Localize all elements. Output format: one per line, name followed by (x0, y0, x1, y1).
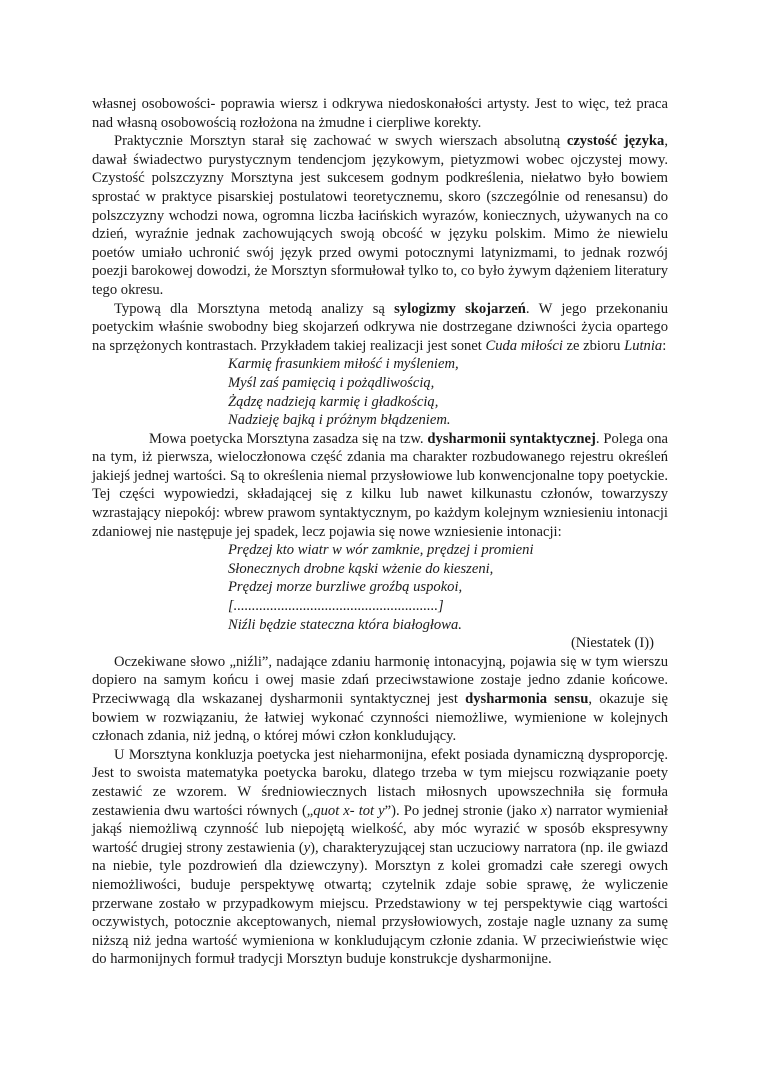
paragraph-5 (92, 746, 668, 969)
verse-line: Nadzieję bajką i próżnym błądzeniem. (228, 412, 451, 429)
paragraph-2-colon: : (662, 337, 667, 354)
paragraph-2 (92, 300, 668, 356)
verse-line: Karmię frasunkiem miłość i myśleniem, (228, 356, 459, 373)
verse-line: Myśl zaś pamięcią i pożądliwością, (228, 374, 435, 391)
paragraph-5-text-cont: ”). Po jednej stronie (jako (384, 802, 541, 819)
paragraph-0: własnej osobowości- poprawia wiersz i odkrywa niedoskonałości artysty. Jest to więc, też praca nad własną osobowością rozłożona na żmudne i cierpliwe korekty. (92, 96, 668, 131)
paragraph-5-text-cont3: ), charakteryzującej stan uczuciowy narratora (np. ile gwiazd na niebie, tyle pozdrowień dla dziewczyny). Morsztyn z kolei gromadzi całe szeregi owych niemożliwości, buduje perspektywę otwartą; czytelnik zdaje sobie sprawę, że wyliczenie przerwane zostało w przypadkowym miejscu. Przedstawiony w tej perspektywie ciąg wartości oczywistych, potocznie akceptowanych, niemal przysłowiowych, zostaje nagle uznany za sumę niższą niż jedna wartość wymieniona w konkludującym członie zdania. W przeciwieństwie więc do harmonijnych formuł tradycji Morsztyn buduje konstrukcje dysharmonijne. (92, 839, 668, 968)
verse-quote-1 (228, 355, 668, 429)
paragraph-2-text: Typową dla Morsztyna metodą analizy są (114, 300, 395, 317)
paragraph-4-text-cont: , okazuje się bowiem w rozwiązaniu, że łatwiej wykonać czynności niemożliwe, wymienione w kolejnych członach zdania, niż jedną, o której mówi człon konkludujący. (92, 691, 668, 745)
paragraph-2-text-cont: . W jego przekonaniu poetyckim właśnie swobodny bieg skojarzeń odkrywa nie dostrzegane dziwności życia opartego na sprzężonych kontrastach. Przykładem takiej realizacji jest sonet (92, 300, 668, 354)
paragraph-3-text-cont: . Polega ona na tym, iż pierwsza, wieloczłonowa część zdania ma charakter rozbudowanego rejestru określeń jakiejś jednej wartości. Są to określenia niemal przysłowiowe lub konwencjonalne topy poetyckie. Tej części wypowiedzi, składającej się z kilku lub nawet kilkunastu członów, towarzyszy wzrastający niepokój: wbrew prawom syntaktycznym, po każdym kolejnym wzniesieniu intonacji zdaniowej nie następuje jej spadek, lecz pojawia się nowe wzniesienie intonacji: (92, 430, 668, 540)
variable-y: y (303, 839, 311, 856)
term-sylogizmy-skojarzen: sylogizmy skojarzeń (394, 300, 526, 317)
verse-quote-2 (228, 541, 668, 653)
paragraph-5-text-cont2: ) narrator wymieniał jakąś niemożliwą czynność lub niepojętą wielkość, aby móc wyrazić w sposób ekspresywny wartość drugiej strony zestawienia ( (92, 802, 668, 856)
verse-line: Słonecznych drobne kąski wżenie do kieszeni, (228, 560, 494, 577)
verse-source: (Niestatek (I)) (570, 635, 654, 652)
verse-line: Niźli będzie stateczna która białogłowa. (228, 616, 462, 633)
document-page (92, 95, 668, 969)
title-cuda-milosci: Cuda miłości (485, 337, 563, 354)
paragraph-3-text: Mowa poetycka Morsztyna zasadza się na tzw. (149, 430, 428, 447)
term-dysharmonia-sensu: dysharmonia sensu (465, 691, 589, 707)
paragraph-2-text-cont2: ze zbioru (562, 337, 625, 354)
verse-line: Prędzej kto wiatr w wór zamknie, prędzej i promieni (228, 542, 534, 559)
paragraph-4-text: Oczekiwane słowo „niźli”, nadające zdaniu harmonię intonacyjną, pojawia się w tym wierszu dopiero na samym końcu i owej masie zdań przeciwstawione zostaje jedno zdanie końcowe. Przeciwwagą dla wskazanej dysharmonii syntaktycznej jest (92, 653, 668, 707)
paragraph-1 (92, 132, 668, 299)
paragraph-5-text: U Morsztyna konkluzja poetycka jest nieharmonijna, efekt posiada dynamiczną dysproporcję. Jest to swoista matematyka poetycka baroku, dlatego trzeba w tym miejscu rozwiązanie poety zestawić ze wzorem. W średniowiecznych listach miłosnych upowszechniła się formuła zestawienia dwu wartości równych („ (92, 746, 668, 819)
paragraph-4 (92, 653, 668, 746)
term-dysharmonia-syntaktyczna: dysharmonii syntaktycznej (427, 430, 596, 447)
variable-x: x (540, 802, 548, 819)
term-czystosc-jezyka: czystość języka (566, 133, 665, 150)
paragraph-1-text-cont: , dawał świadectwo purystycznym tendencjom językowym, pietyzmowi wobec ojczystej mowy. Czystość polszczyzny Morsztyna jest sukcesem godnym podkreślenia, niełatwo było bowiem sprostać w praktyce pisarskiej postulatowi teoretycznemu, skoro (szczególnie od renesansu) do polszczyzny wchodzi nowa, ogromna liczba łacińskich wyrazów, koniecznych, używanych na co dzień, wyraźnie jednak zachowujących swoją obcość w języku polskim. Mimo że niewielu poetów umiało uchronić swój język przed owymi potocznymi latynizmami, to jednak rozwój poezji barokowej dowodzi, że Morsztyn sformułował tylko to, co było żywym dążeniem literatury tego okresu. (92, 133, 669, 298)
verse-line: Prędzej morze burzliwe groźbą uspokoi, (228, 579, 463, 596)
title-lutnia: Lutnia (624, 337, 663, 354)
formula-quot-tot: quot x- tot y (313, 802, 385, 819)
verse-line: [........................................................] (228, 598, 444, 615)
paragraph-3 (92, 430, 668, 542)
verse-line: Żądzę nadzieją karmię i gładkością, (228, 393, 439, 410)
paragraph-1-text: Praktycznie Morsztyn starał się zachować w swych wierszach absolutną (114, 133, 567, 150)
